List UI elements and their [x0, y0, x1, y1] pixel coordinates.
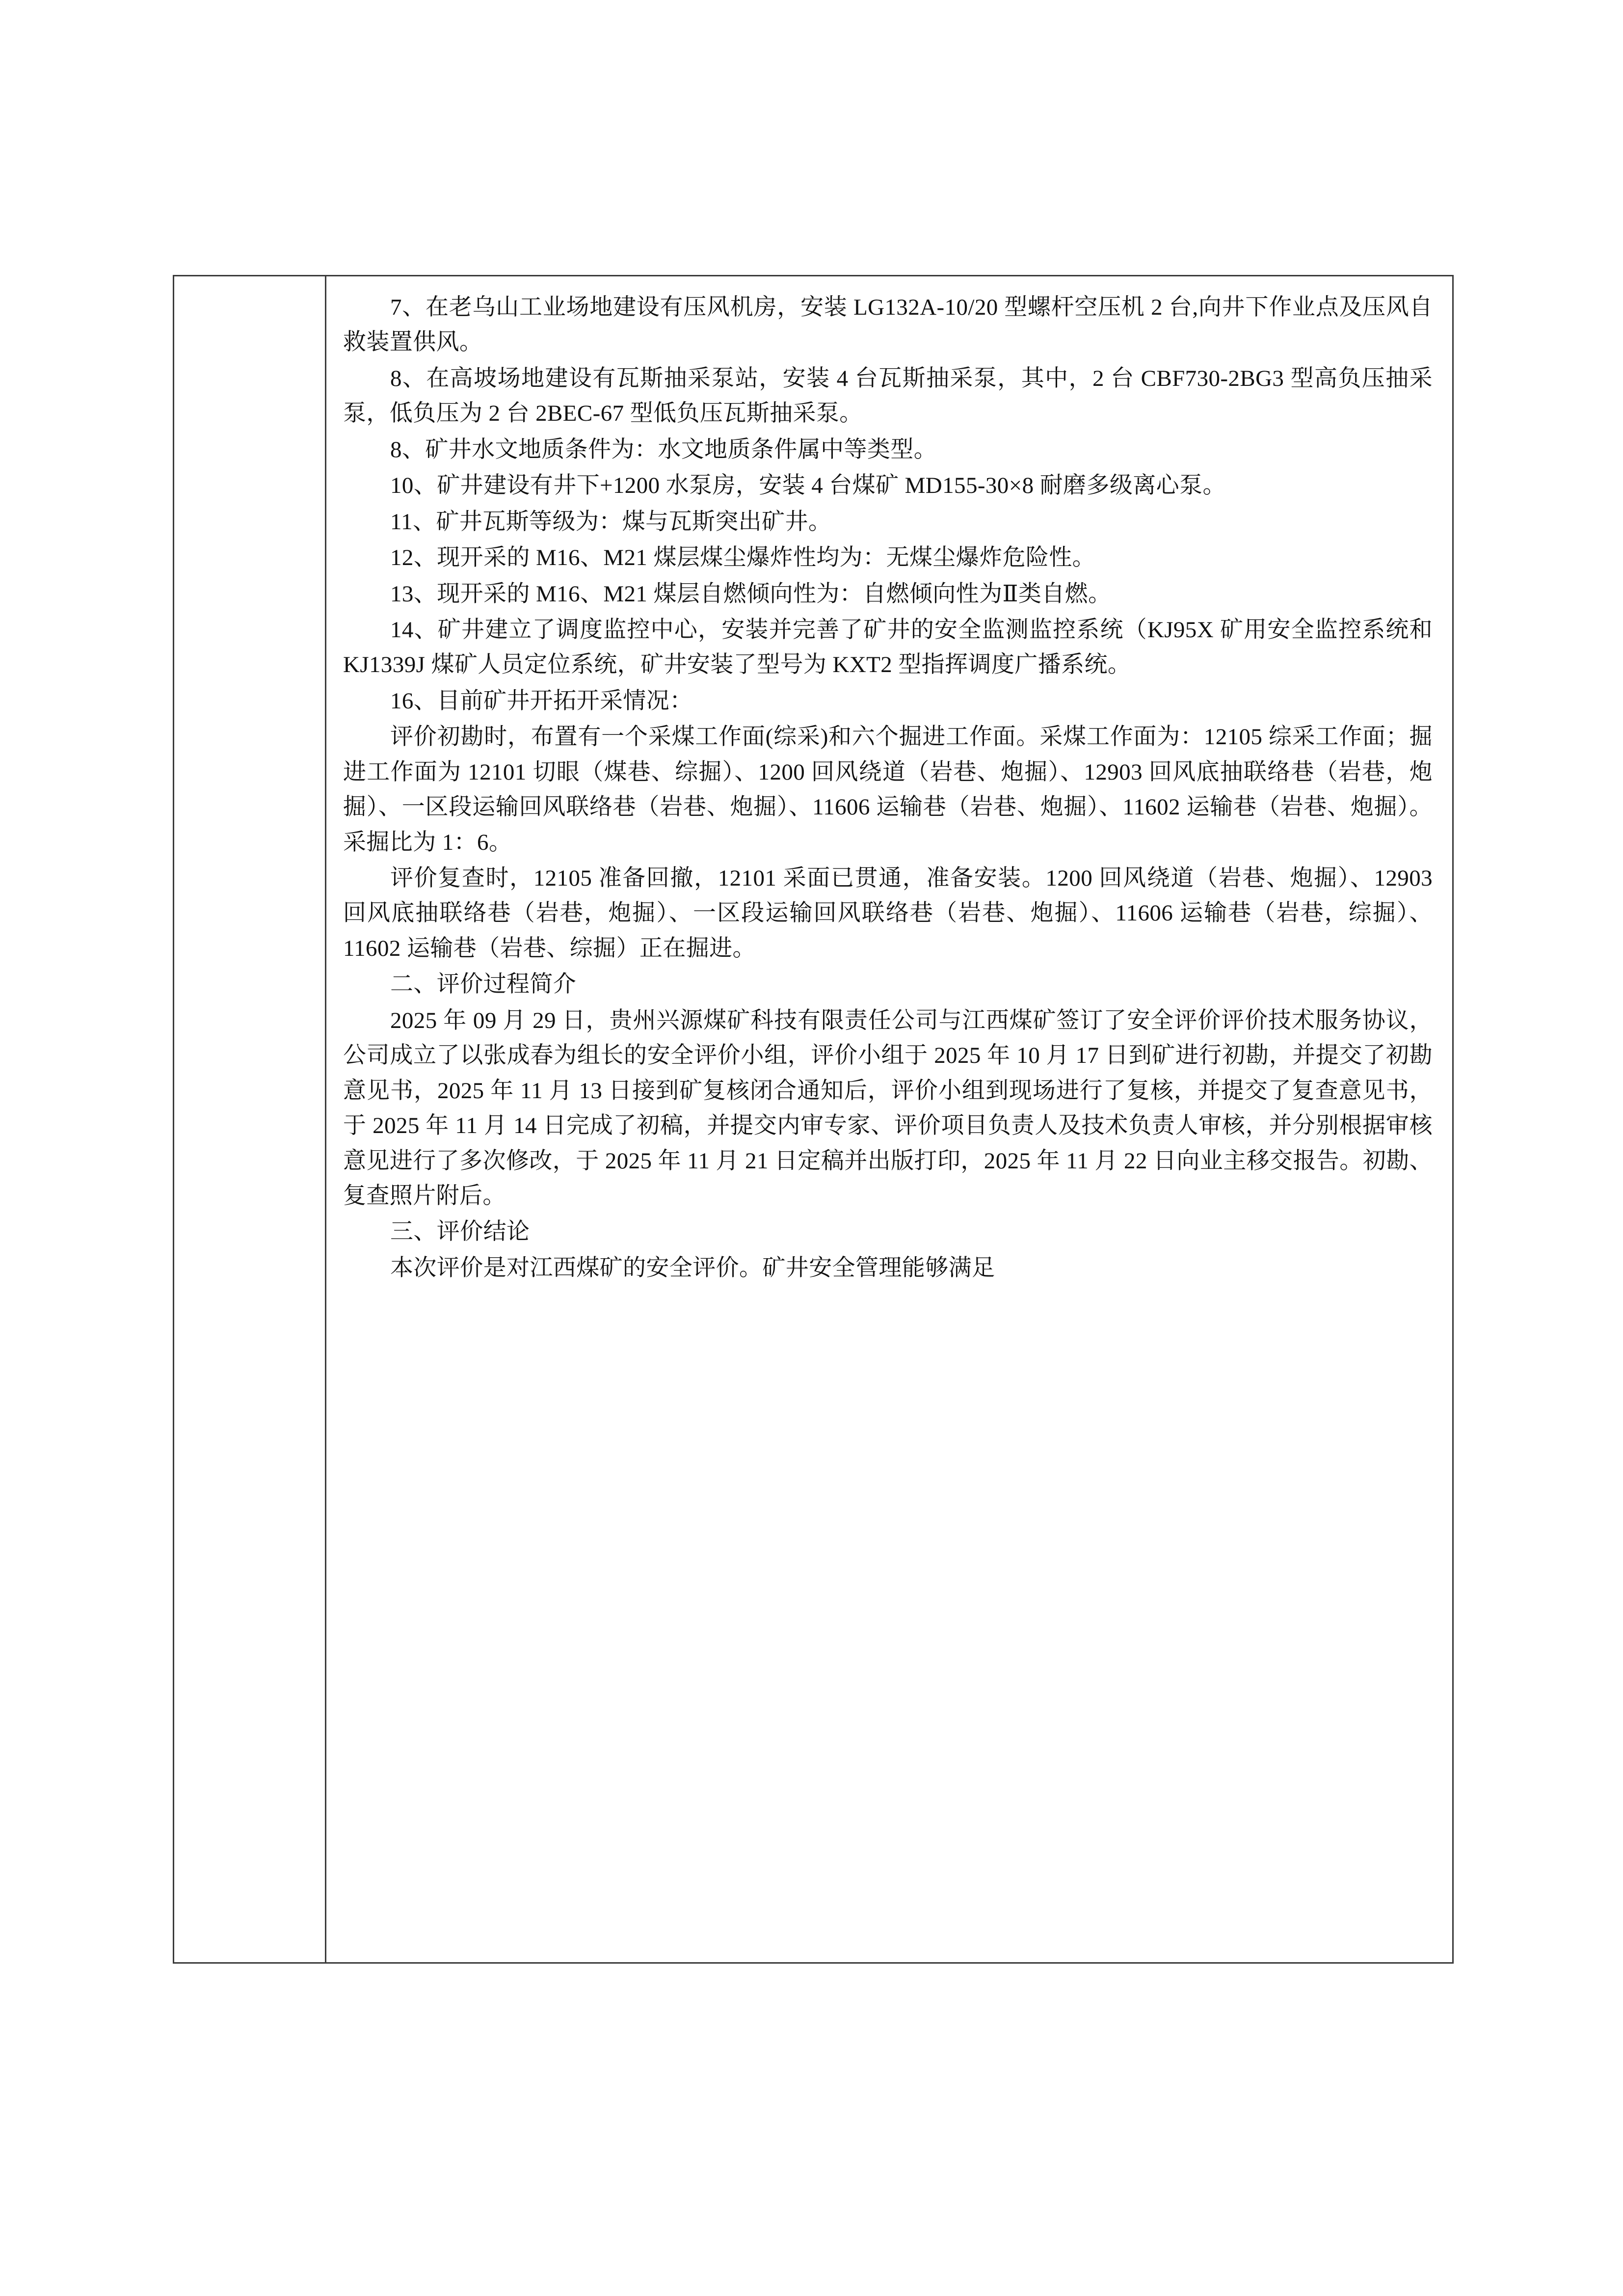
paragraph: 评价初勘时，布置有一个采煤工作面(综采)和六个掘进工作面。采煤工作面为：12105 综采工作面；掘进工作面为 12101 切眼（煤巷、综掘）、1200 回风绕道（岩巷、炮掘）、12903 回风底抽联络巷（岩巷，炮掘）、一区段运输回风联络巷（岩巷、炮掘）、11606 运输巷（岩巷、炮掘）、11602 运输巷（岩巷、炮掘）。采掘比为 1：6。 [343, 724, 1433, 855]
paragraph: 11、矿井瓦斯等级为：煤与瓦斯突出矿井。 [390, 509, 832, 535]
section-heading: 三、评价结论 [390, 1219, 530, 1245]
paragraph: 本次评价是对江西煤矿的安全评价。矿井安全管理能够满足 [390, 1255, 995, 1281]
section-heading: 二、评价过程简介 [390, 972, 577, 998]
paragraph: 8、矿井水文地质条件为：水文地质条件属中等类型。 [390, 436, 937, 462]
paragraph: 10、矿井建设有井下+1200 水泵房，安装 4 台煤矿 MD155-30×8 耐磨多级离心泵。 [390, 473, 1226, 499]
paragraph: 7、在老乌山工业场地建设有压风机房，安装 LG132A-10/20 型螺杆空压机 2 台,向井下作业点及压风自救装置供风。 [343, 295, 1433, 355]
table-content-column [326, 276, 1452, 1962]
paragraph: 14、矿井建立了调度监控中心，安装并完善了矿井的安全监测监控系统（KJ95X 矿用安全监控系统和 KJ1339J 煤矿人员定位系统，矿井安装了型号为 KXT2 型指挥调度广播系统。 [343, 617, 1433, 678]
document-table [173, 275, 1454, 1964]
paragraph: 13、现开采的 M16、M21 煤层自燃倾向性为：自燃倾向性为Ⅱ类自燃。 [390, 581, 1112, 607]
paragraph: 8、在高坡场地建设有瓦斯抽采泵站，安装 4 台瓦斯抽采泵，其中，2 台 CBF730-2BG3 型高负压抽采泵，低负压为 2 台 2BEC-67 型低负压瓦斯抽采泵。 [343, 365, 1433, 427]
paragraph: 2025 年 09 月 29 日，贵州兴源煤矿科技有限责任公司与江西煤矿签订了安全评价评价技术服务协议，公司成立了以张成春为组长的安全评价小组，评价小组于 2025 年 10 月 17 日到矿进行初勘，并提交了初勘意见书，2025 年 11 月 13 日接到矿复核闭合通知后，评价小组到现场进行了复核，并提交了复查意见书，于 2025 年 11 月 14 日完成了初稿，并提交内审专家、评价项目负责人及技术负责人审核，并分别根据审核意见进行了多次修改，于 2025 年 11 月 21 日定稿并出版打印，2025 年 11 月 22 日向业主移交报告。初勘、复查照片附后。 [343, 1007, 1433, 1209]
paragraph: 12、现开采的 M16、M21 煤层煤尘爆炸性均为：无煤尘爆炸危险性。 [390, 545, 1096, 571]
table-label-column [174, 276, 326, 1962]
paragraph: 16、目前矿井开拓开采情况： [390, 688, 693, 714]
paragraph: 评价复查时，12105 准备回撤，12101 采面已贯通，准备安装。1200 回风绕道（岩巷、炮掘）、12903 回风底抽联络巷（岩巷，炮掘）、一区段运输回风联络巷（岩巷、炮掘）、11606 运输巷（岩巷，综掘）、11602 运输巷（岩巷、综掘）正在掘进。 [343, 865, 1433, 961]
